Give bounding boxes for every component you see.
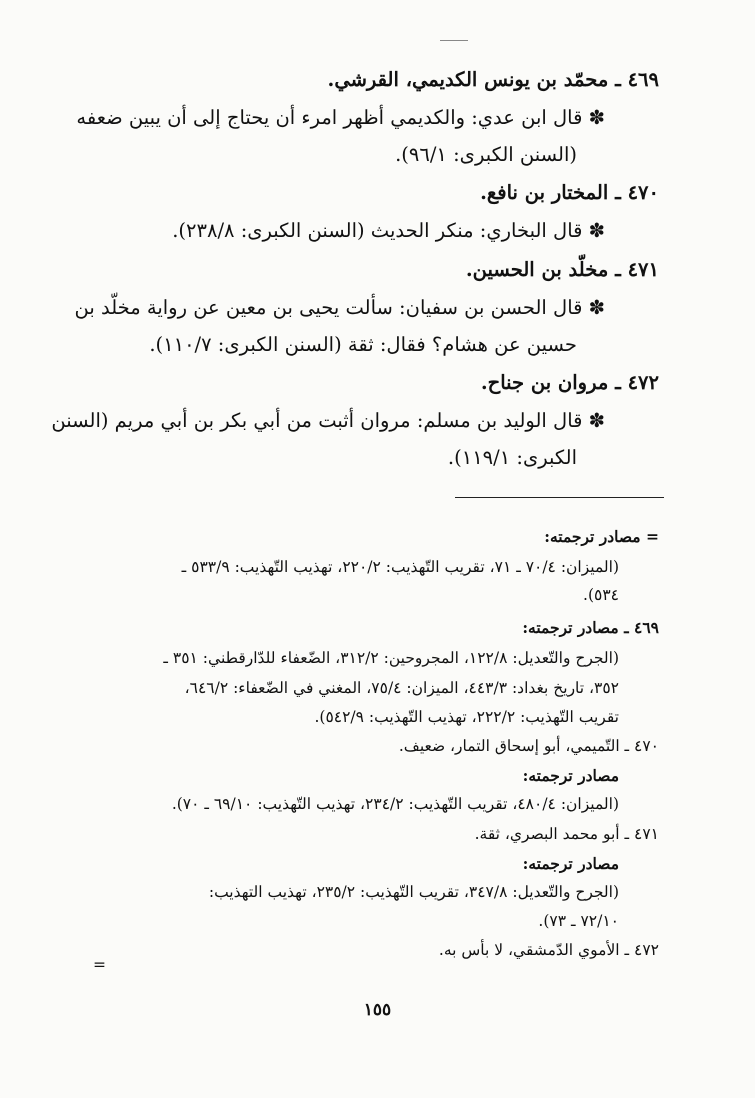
entry-471-line-2: حسين عن هشام؟ فقال: ثقة (السنن الكبرى: ١١٠/٧). bbox=[149, 333, 577, 356]
entry-472-line-1: ✽ قال الوليد بن مسلم: مروان أثبت من أبي بكر بن أبي مريم (السنن bbox=[51, 409, 605, 432]
entry-471-heading: ٤٧١ ـ مخلّد بن الحسين. bbox=[465, 258, 659, 281]
footnote-line-7: تقريب التّهذيب: ٢٢٢/٢، تهذيب التّهذيب: ٥٤٢/٩). bbox=[314, 708, 619, 726]
footnote-line-1: = مصادر ترجمته: bbox=[544, 527, 659, 546]
page-number: ١٥٥ bbox=[363, 1000, 392, 1020]
footnote-line-10: (الميزان: ٤٨٠/٤، تقريب التّهذيب: ٢٣٤/٢، تهذيب التّهذيب: ٦٩/١٠ ـ ٧٠). bbox=[171, 795, 619, 813]
top-mark bbox=[440, 40, 468, 41]
footnote-line-5: (الجرح والتّعديل: ١٢٢/٨، المجروحين: ٣١٢/٢، الضّعفاء للدّارقطني: ٣٥١ ـ bbox=[163, 649, 619, 667]
footnote-line-8: ٤٧٠ ـ التّميمي، أبو إسحاق التمار، ضعيف. bbox=[398, 737, 659, 755]
footnote-line-13: (الجرح والتّعديل: ٣٤٧/٨، تقريب التّهذيب: ٢٣٥/٢، تهذيب التهذيب: bbox=[208, 883, 619, 901]
footnote-line-12: مصادر ترجمته: bbox=[522, 854, 619, 873]
footnote-line-4: ٤٦٩ ـ مصادر ترجمته: bbox=[522, 618, 659, 637]
entry-469-heading: ٤٦٩ ـ محمّد بن يونس الكديمي، القرشي. bbox=[327, 68, 659, 91]
footnote-line-15: ٤٧٢ ـ الأموي الدّمشقي، لا بأس به. bbox=[438, 941, 659, 959]
entry-470-line-1: ✽ قال البخاري: منكر الحديث (السنن الكبرى: ٢٣٨/٨). bbox=[172, 219, 605, 242]
footnote-line-6: ٣٥٢، تاريخ بغداد: ٤٤٣/٣، الميزان: ٧٥/٤، المغني في الضّعفاء: ٦٤٦/٢، bbox=[184, 679, 619, 697]
entry-472-line-2: الكبرى: ١١٩/١). bbox=[447, 446, 577, 469]
footnote-line-14: ٧٢/١٠ ـ ٧٣). bbox=[538, 912, 619, 930]
footnote-line-11: ٤٧١ ـ أبو محمد البصري، ثقة. bbox=[474, 825, 659, 843]
entry-472-heading: ٤٧٢ ـ مروان بن جناح. bbox=[480, 371, 659, 394]
footnote-line-2: (الميزان: ٧٠/٤ ـ ٧١، تقريب التّهذيب: ٢٢٠/٢، تهذيب التّهذيب: ٥٣٣/٩ ـ bbox=[181, 558, 619, 576]
entry-469-line-2: (السنن الكبرى: ٩٦/١). bbox=[395, 143, 577, 166]
footnote-divider bbox=[455, 497, 664, 498]
entry-471-line-1: ✽ قال الحسن بن سفيان: سألت يحيى بن معين عن رواية مخلّد بن bbox=[74, 296, 605, 319]
entry-470-heading: ٤٧٠ ـ المختار بن نافع. bbox=[480, 181, 659, 204]
marginal-mark: = bbox=[93, 956, 106, 974]
footnote-line-9: مصادر ترجمته: bbox=[522, 766, 619, 785]
footnote-line-3: ٥٣٤). bbox=[583, 586, 619, 604]
entry-469-line-1: ✽ قال ابن عدي: والكديمي أظهر امرء أن يحتاج إلى أن يبين ضعفه bbox=[76, 106, 605, 129]
